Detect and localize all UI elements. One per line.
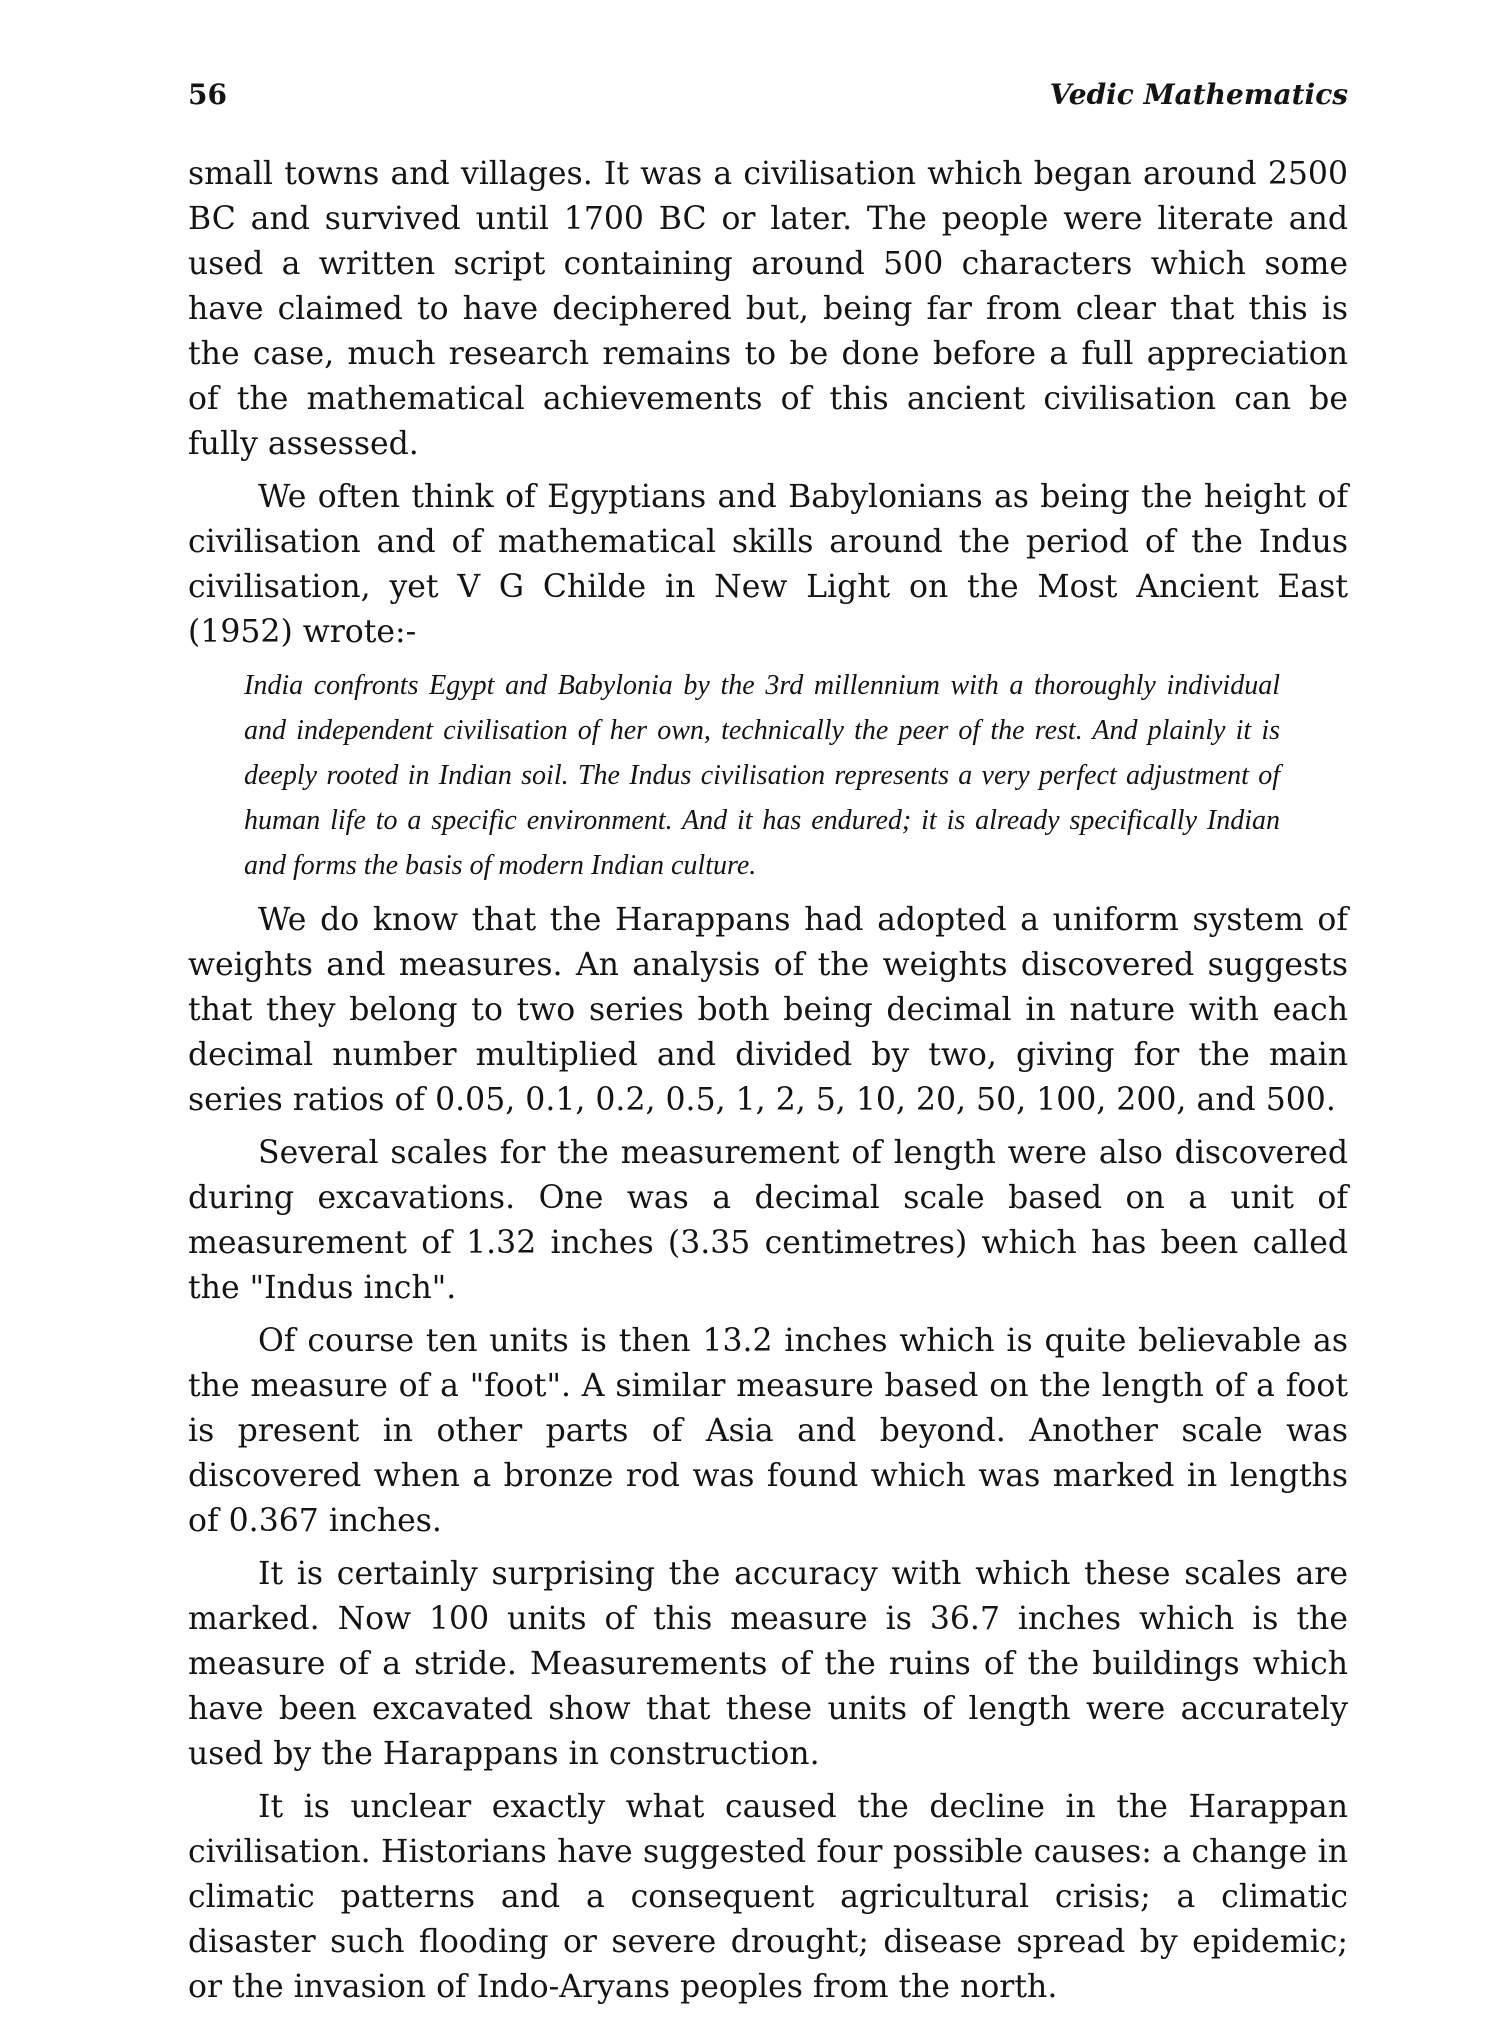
paragraph-childe-intro: We often think of Egyptians and Babylonians as being the height of civilisation and of mathematical skills around the period of the Indus civilisation, yet V G Childe in New Light on the Most Ancient East (1952) wrote:- (188, 479, 1348, 650)
book-page (188, 78, 1348, 2018)
paragraph-weights (188, 898, 1348, 1123)
paragraph-continued: small towns and villages. It was a civilisation which began around 2500 BC and survived until 1700 BC or later. The people were literate and used a written script containing around 500 characters which some have claimed to have deciphered but, being far from clear that this is the case, much research remains to be done before a full appreciation of the mathematical achievements of this ancient civilisation can be fully assessed. (188, 156, 1348, 462)
running-title: Vedic Mathematics (1049, 78, 1348, 111)
page-header (188, 78, 1348, 122)
block-quote: India confronts Egypt and Babylonia by the 3rd millennium with a thoroughly individual and independent civilisation of her own, technically the peer of the rest. And plainly it is deeply rooted in Indian soil. The Indus civilisation represents a very perfect adjustment of human life to a specific environment. And it has endured; it is already specifically Indian and forms the basis of modern Indian culture. (244, 670, 1280, 881)
paragraph-scales: Several scales for the measurement of length were also discovered during excavations. One was a decimal scale based on a unit of measurement of 1.32 inches (3.35 centimetres) which has been called the "Indus inch". (188, 1135, 1348, 1306)
paragraph-weights-text: We do know that the Harappans had adopted a uniform system of weights and measures. An analysis of the weights discovered suggests that they belong to two series both being decimal in nature with each decimal number multiplied and divided by two, giving for the main series ratios of 0.05, 0.1, 0.2, 0.5, 1, 2, 5, 10, 20, 50, 100, 200, and 500. (188, 902, 1348, 1118)
paragraph-foot: Of course ten units is then 13.2 inches which is quite believable as the measure of a "foot". A similar measure based on the length of a foot is present in other parts of Asia and beyond. Another scale was discovered when a bronze rod was found which was marked in lengths of 0.367 inches. (188, 1323, 1348, 1539)
page-number: 56 (188, 78, 227, 111)
paragraph-decline: It is unclear exactly what caused the decline in the Harappan civilisation. Historians have suggested four possible causes: a change in climatic patterns and a consequent agricultural crisis; a climatic disaster such flooding or severe drought; disease spread by epidemic; or the invasion of Indo-Aryans peoples from the north. (188, 1789, 1348, 2005)
paragraph-accuracy: It is certainly surprising the accuracy with which these scales are marked. Now 100 units of this measure is 36.7 inches which is the measure of a stride. Measurements of the ruins of the buildings which have been excavated show that these units of length were accurately used by the Harappans in construction. (188, 1556, 1348, 1772)
